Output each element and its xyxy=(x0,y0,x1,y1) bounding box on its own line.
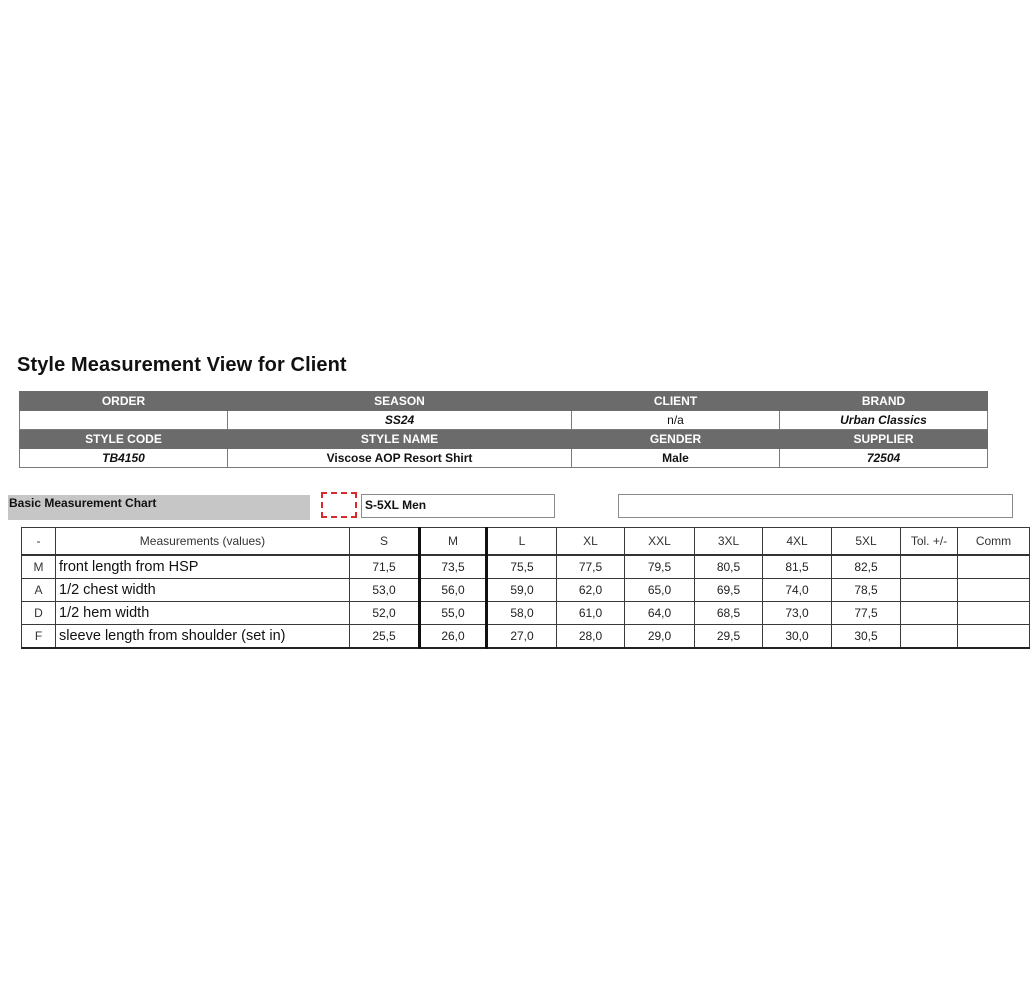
col-header-tolerance: Tol. +/- xyxy=(901,528,958,556)
point-name: 1/2 chest width xyxy=(56,579,350,602)
size-value: 27,0 xyxy=(487,625,557,649)
selection-marker[interactable] xyxy=(321,492,357,518)
info-header-row xyxy=(20,430,988,449)
size-value: 75,5 xyxy=(487,555,557,579)
size-value: 80,5 xyxy=(695,555,763,579)
info-value-row xyxy=(20,411,988,430)
size-value: 64,0 xyxy=(625,602,695,625)
size-value: 68,5 xyxy=(695,602,763,625)
size-value: 28,0 xyxy=(557,625,625,649)
order-header: ORDER xyxy=(20,392,228,411)
tolerance-cell xyxy=(901,579,958,602)
brand-value: Urban Classics xyxy=(780,411,988,430)
gender-header: GENDER xyxy=(572,430,780,449)
size-value: 81,5 xyxy=(763,555,832,579)
col-header-size: XXL xyxy=(625,528,695,556)
size-value: 73,5 xyxy=(420,555,487,579)
brand-header: BRAND xyxy=(780,392,988,411)
size-value: 55,0 xyxy=(420,602,487,625)
page-title: Style Measurement View for Client xyxy=(17,354,347,376)
size-value: 58,0 xyxy=(487,602,557,625)
size-value: 74,0 xyxy=(763,579,832,602)
size-value: 77,5 xyxy=(557,555,625,579)
style-info-table xyxy=(19,391,988,468)
extra-field[interactable] xyxy=(618,494,1013,518)
size-value: 25,5 xyxy=(350,625,420,649)
col-header-size: 5XL xyxy=(832,528,901,556)
col-header-measurements: Measurements (values) xyxy=(56,528,350,556)
size-value: 82,5 xyxy=(832,555,901,579)
size-value: 77,5 xyxy=(832,602,901,625)
gender-value: Male xyxy=(572,449,780,468)
size-value: 30,5 xyxy=(832,625,901,649)
size-value: 73,0 xyxy=(763,602,832,625)
client-value: n/a xyxy=(572,411,780,430)
style-name-header: STYLE NAME xyxy=(228,430,572,449)
size-value: 29,0 xyxy=(625,625,695,649)
info-value-row xyxy=(20,449,988,468)
point-name: 1/2 hem width xyxy=(56,602,350,625)
comment-cell xyxy=(958,625,1030,649)
tolerance-cell xyxy=(901,555,958,579)
col-header-code: - xyxy=(22,528,56,556)
col-header-comment: Comm xyxy=(958,528,1030,556)
season-value: SS24 xyxy=(228,411,572,430)
col-header-size: S xyxy=(350,528,420,556)
order-value xyxy=(20,411,228,430)
style-code-header: STYLE CODE xyxy=(20,430,228,449)
tolerance-cell xyxy=(901,625,958,649)
table-row xyxy=(22,555,1030,579)
size-value: 65,0 xyxy=(625,579,695,602)
size-value: 56,0 xyxy=(420,579,487,602)
tolerance-cell xyxy=(901,602,958,625)
comment-cell xyxy=(958,555,1030,579)
col-header-size: XL xyxy=(557,528,625,556)
season-header: SEASON xyxy=(228,392,572,411)
style-code-value: TB4150 xyxy=(20,449,228,468)
supplier-value: 72504 xyxy=(780,449,988,468)
col-header-size: M xyxy=(420,528,487,556)
size-value: 26,0 xyxy=(420,625,487,649)
size-value: 61,0 xyxy=(557,602,625,625)
chart-label: Basic Measurement Chart xyxy=(8,495,310,520)
size-value: 79,5 xyxy=(625,555,695,579)
measurement-table xyxy=(21,527,1030,649)
comment-cell xyxy=(958,579,1030,602)
col-header-size: 4XL xyxy=(763,528,832,556)
point-name: front length from HSP xyxy=(56,555,350,579)
style-name-value: Viscose AOP Resort Shirt xyxy=(228,449,572,468)
size-value: 69,5 xyxy=(695,579,763,602)
point-code: A xyxy=(22,579,56,602)
point-code: M xyxy=(22,555,56,579)
table-row xyxy=(22,602,1030,625)
size-value: 53,0 xyxy=(350,579,420,602)
col-header-size: L xyxy=(487,528,557,556)
size-value: 59,0 xyxy=(487,579,557,602)
client-header: CLIENT xyxy=(572,392,780,411)
size-value: 62,0 xyxy=(557,579,625,602)
size-value: 52,0 xyxy=(350,602,420,625)
point-code: D xyxy=(22,602,56,625)
comment-cell xyxy=(958,602,1030,625)
point-name: sleeve length from shoulder (set in) xyxy=(56,625,350,649)
supplier-header: SUPPLIER xyxy=(780,430,988,449)
info-header-row xyxy=(20,392,988,411)
table-row xyxy=(22,579,1030,602)
size-range-field[interactable]: S-5XL Men xyxy=(361,494,555,518)
point-code: F xyxy=(22,625,56,649)
size-value: 78,5 xyxy=(832,579,901,602)
col-header-size: 3XL xyxy=(695,528,763,556)
table-row xyxy=(22,625,1030,649)
size-value: 29,5 xyxy=(695,625,763,649)
size-value: 30,0 xyxy=(763,625,832,649)
size-value: 71,5 xyxy=(350,555,420,579)
measurement-header-row xyxy=(22,528,1030,556)
